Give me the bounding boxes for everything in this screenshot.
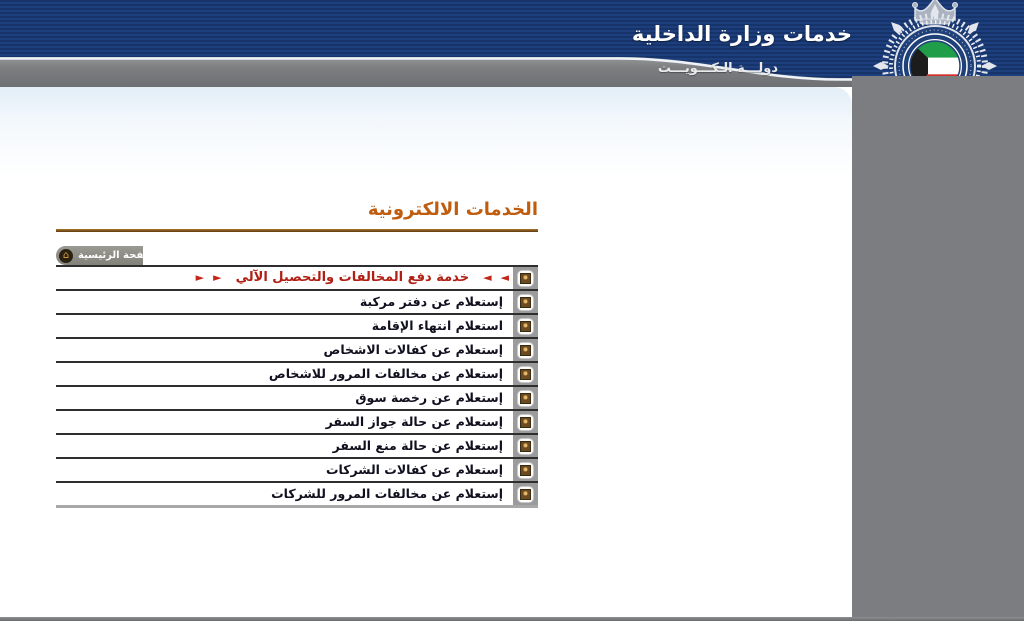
- service-bullet-cell: [513, 435, 538, 457]
- service-item-row[interactable]: [56, 313, 538, 337]
- header-subtitle: دولـــة الـكـــويـــت: [657, 61, 778, 76]
- service-doc-icon: [518, 343, 533, 358]
- service-doc-icon: [518, 271, 533, 286]
- service-bullet-cell: [513, 363, 538, 385]
- service-item-label: استعلام انتهاء الإقامة: [371, 318, 503, 333]
- service-bullet-cell: [513, 483, 538, 505]
- home-icon: ⌂: [59, 249, 73, 263]
- home-tab[interactable]: [56, 246, 161, 265]
- service-item-label: إستعلام عن حالة منع السفر: [332, 438, 503, 453]
- service-item-label: إستعلام عن كفالات الشركات: [325, 462, 503, 477]
- content-area: [0, 87, 852, 618]
- service-doc-icon: [518, 319, 533, 334]
- service-doc-icon: [518, 367, 533, 382]
- service-doc-icon: [518, 415, 533, 430]
- service-doc-icon: [518, 487, 533, 502]
- bottom-divider: [0, 617, 1024, 621]
- home-tab-label: الصفحة الرئيسية: [78, 250, 161, 261]
- service-item-row[interactable]: [56, 289, 538, 313]
- blink-arrows-right: ◄ ◄: [483, 271, 509, 284]
- service-item-label: خدمة دفع المخالفات والتحصيل الآلي: [235, 270, 470, 285]
- service-bullet-cell: [513, 339, 538, 361]
- service-item-row[interactable]: [56, 481, 538, 505]
- services-list: [56, 265, 538, 508]
- blink-arrows-left: ► ►: [195, 271, 222, 284]
- right-side-panel: [852, 76, 1024, 618]
- service-item-label: إستعلام عن دفتر مركبة: [359, 294, 503, 309]
- service-item-row[interactable]: [56, 409, 538, 433]
- service-bullet-cell: [513, 459, 538, 481]
- service-item-label: إستعلام عن كفالات الاشخاص: [323, 342, 503, 357]
- service-bullet-cell: [513, 291, 538, 313]
- page-title: الخدمات الالكترونية: [367, 199, 538, 220]
- service-item-row[interactable]: [56, 361, 538, 385]
- service-item-row[interactable]: [56, 337, 538, 361]
- service-doc-icon: [518, 295, 533, 310]
- service-item-featured[interactable]: [56, 265, 538, 289]
- services-box: [56, 199, 538, 508]
- service-bullet-cell: [513, 315, 538, 337]
- service-item-row[interactable]: [56, 457, 538, 481]
- service-doc-icon: [518, 439, 533, 454]
- service-bullet-cell: [513, 387, 538, 409]
- service-bullet-cell: [513, 411, 538, 433]
- service-doc-icon: [518, 463, 533, 478]
- service-bullet-cell: [513, 267, 538, 289]
- title-rule: [56, 229, 538, 232]
- service-item-label: إستعلام عن رخصة سوق: [355, 390, 503, 405]
- service-item-label: إستعلام عن حالة جواز السفر: [325, 414, 503, 429]
- service-doc-icon: [518, 391, 533, 406]
- header-title: خدمات وزارة الداخلية: [631, 22, 852, 46]
- service-item-row[interactable]: [56, 433, 538, 457]
- service-item-label: إستعلام عن مخالفات المرور للاشخاص: [268, 366, 503, 381]
- service-item-row[interactable]: [56, 385, 538, 409]
- service-item-label: إستعلام عن مخالفات المرور للشركات: [271, 486, 503, 501]
